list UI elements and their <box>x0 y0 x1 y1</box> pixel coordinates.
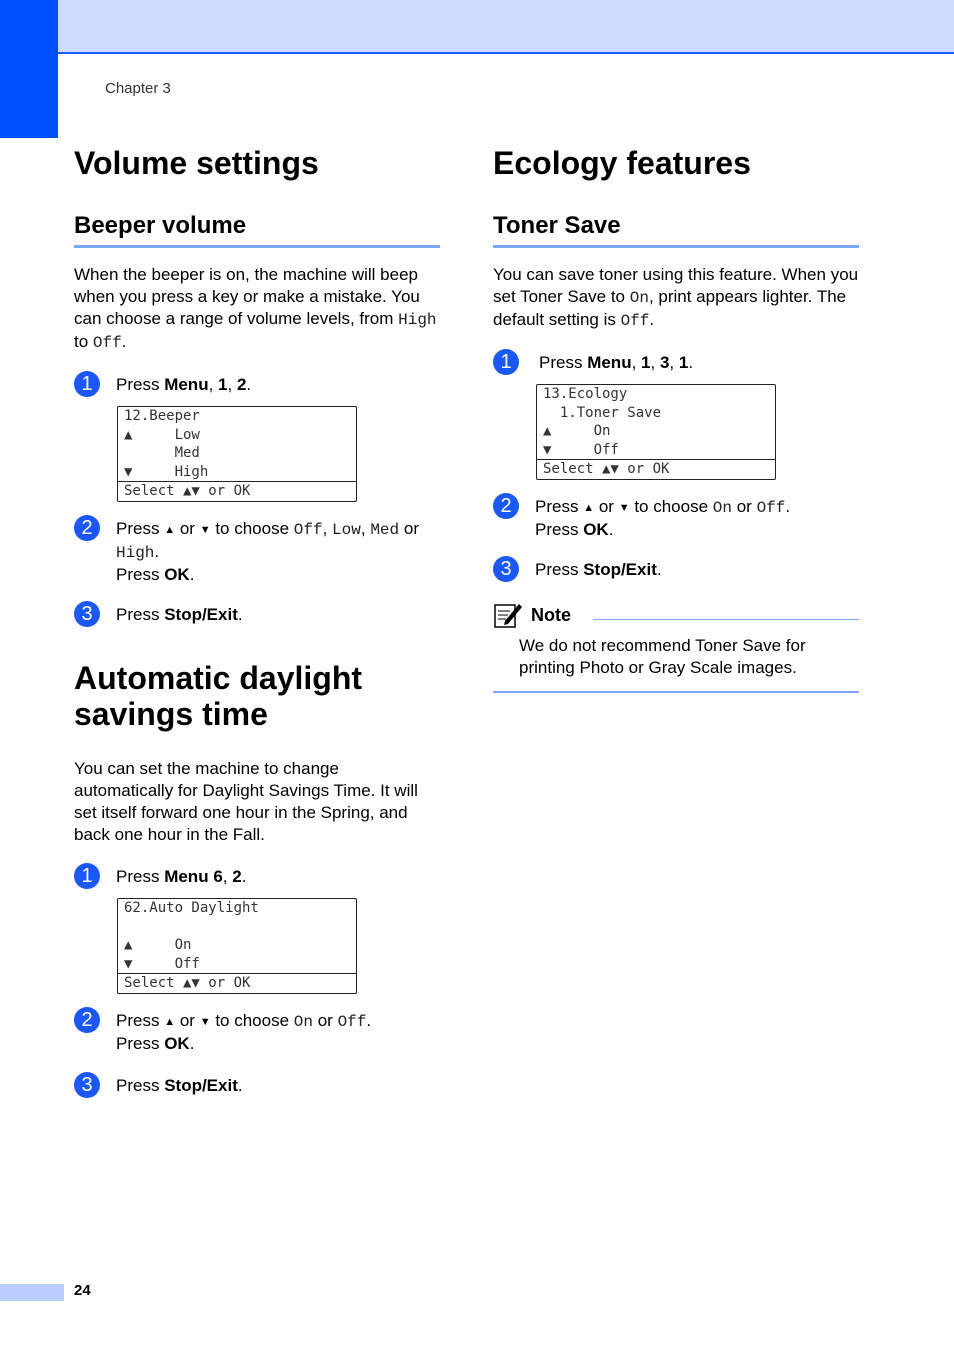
up-arrow-icon: ▲ <box>164 1016 176 1028</box>
step-number-1: 1 <box>74 863 100 889</box>
lcd-row: 1.Toner Save <box>543 404 662 421</box>
lcd-row: ▲ Low <box>124 426 200 443</box>
note-box <box>493 601 859 693</box>
toner-step-2: 2 Press ▲ or ▼ to choose On or Off. Press OK. <box>493 496 859 541</box>
beeper-step-3: 3 Press Stop/Exit. <box>74 604 440 626</box>
lcd-row: ▼ Off <box>124 955 200 972</box>
lcd-row <box>118 918 356 937</box>
toner-lcd-display <box>536 384 776 480</box>
note-divider <box>593 619 859 620</box>
toner-step-3: 3 Press Stop/Exit. <box>493 559 859 581</box>
beeper-intro: When the beeper is on, the machine will beep when you press a key or make a mistake. You can choose a range of volume levels, from High to Off. <box>74 265 437 352</box>
chapter-label: Chapter 3 <box>105 80 171 97</box>
lcd-footer: Select ▲▼ or OK <box>537 459 775 479</box>
toner-save-heading: Toner Save <box>493 211 859 248</box>
note-pencil-icon <box>493 601 523 629</box>
step-number-3: 3 <box>74 1072 100 1098</box>
beeper-step-1: 1 Press Menu, 1, 2. <box>74 374 440 396</box>
step-number-2: 2 <box>74 515 100 541</box>
step-number-1: 1 <box>74 371 100 397</box>
note-text: We do not recommend Toner Save for printing Photo or Gray Scale images. <box>519 636 806 677</box>
dst-intro: You can set the machine to change automatically for Daylight Savings Time. It will set itself forward one hour in the Spring, and back one hour in the Fall. <box>74 759 418 844</box>
toner-step-1: 1 Press Menu, 1, 3, 1. <box>493 352 859 374</box>
lcd-footer: Select ▲▼ or OK <box>118 481 356 501</box>
lcd-row: Med <box>124 445 200 461</box>
up-arrow-icon: ▲ <box>583 502 595 514</box>
step-number-1: 1 <box>493 349 519 375</box>
left-column <box>74 140 440 1097</box>
step-number-2: 2 <box>493 493 519 519</box>
beeper-lcd-display <box>117 406 357 502</box>
step-number-3: 3 <box>74 601 100 627</box>
beeper-volume-heading: Beeper volume <box>74 211 440 248</box>
step-number-2: 2 <box>74 1007 100 1033</box>
lcd-row: ▲ On <box>124 937 192 953</box>
note-title: Note <box>531 604 571 625</box>
note-header <box>493 601 859 629</box>
volume-settings-title: Volume settings <box>74 145 319 181</box>
dst-step-3: 3 Press Stop/Exit. <box>74 1075 440 1097</box>
step-number-3: 3 <box>493 556 519 582</box>
daylight-savings-title: Automatic daylight savings time <box>74 660 363 732</box>
beeper-step-2: 2 Press ▲ or ▼ to choose Off, Low, Med or High. Press OK. <box>74 518 440 586</box>
toner-intro: You can save toner using this feature. When you set Toner Save to On, print appears lighter. The default setting is Off. <box>493 265 859 330</box>
lcd-row: ▲ On <box>543 423 611 439</box>
lcd-row: 12.Beeper <box>124 408 200 424</box>
header-band <box>0 0 954 54</box>
down-arrow-icon: ▼ <box>199 524 211 536</box>
up-arrow-icon: ▲ <box>164 524 176 536</box>
ecology-features-title: Ecology features <box>493 145 751 181</box>
down-arrow-icon: ▼ <box>199 1016 211 1028</box>
right-column <box>493 140 859 693</box>
lcd-footer: Select ▲▼ or OK <box>118 973 356 993</box>
chapter-tab <box>0 0 58 138</box>
footer-bar <box>0 1284 64 1301</box>
lcd-row: 62.Auto Daylight <box>124 900 259 916</box>
lcd-row: ▼ High <box>124 463 209 480</box>
lcd-row: 13.Ecology <box>543 386 628 402</box>
lcd-row: ▼ Off <box>543 441 619 458</box>
page-number: 24 <box>74 1282 91 1299</box>
dst-lcd-display <box>117 898 357 994</box>
dst-step-2: 2 Press ▲ or ▼ to choose On or Off. Press OK. <box>74 1010 440 1055</box>
down-arrow-icon: ▼ <box>618 502 630 514</box>
dst-step-1: 1 Press Menu 6, 2. <box>74 866 440 888</box>
